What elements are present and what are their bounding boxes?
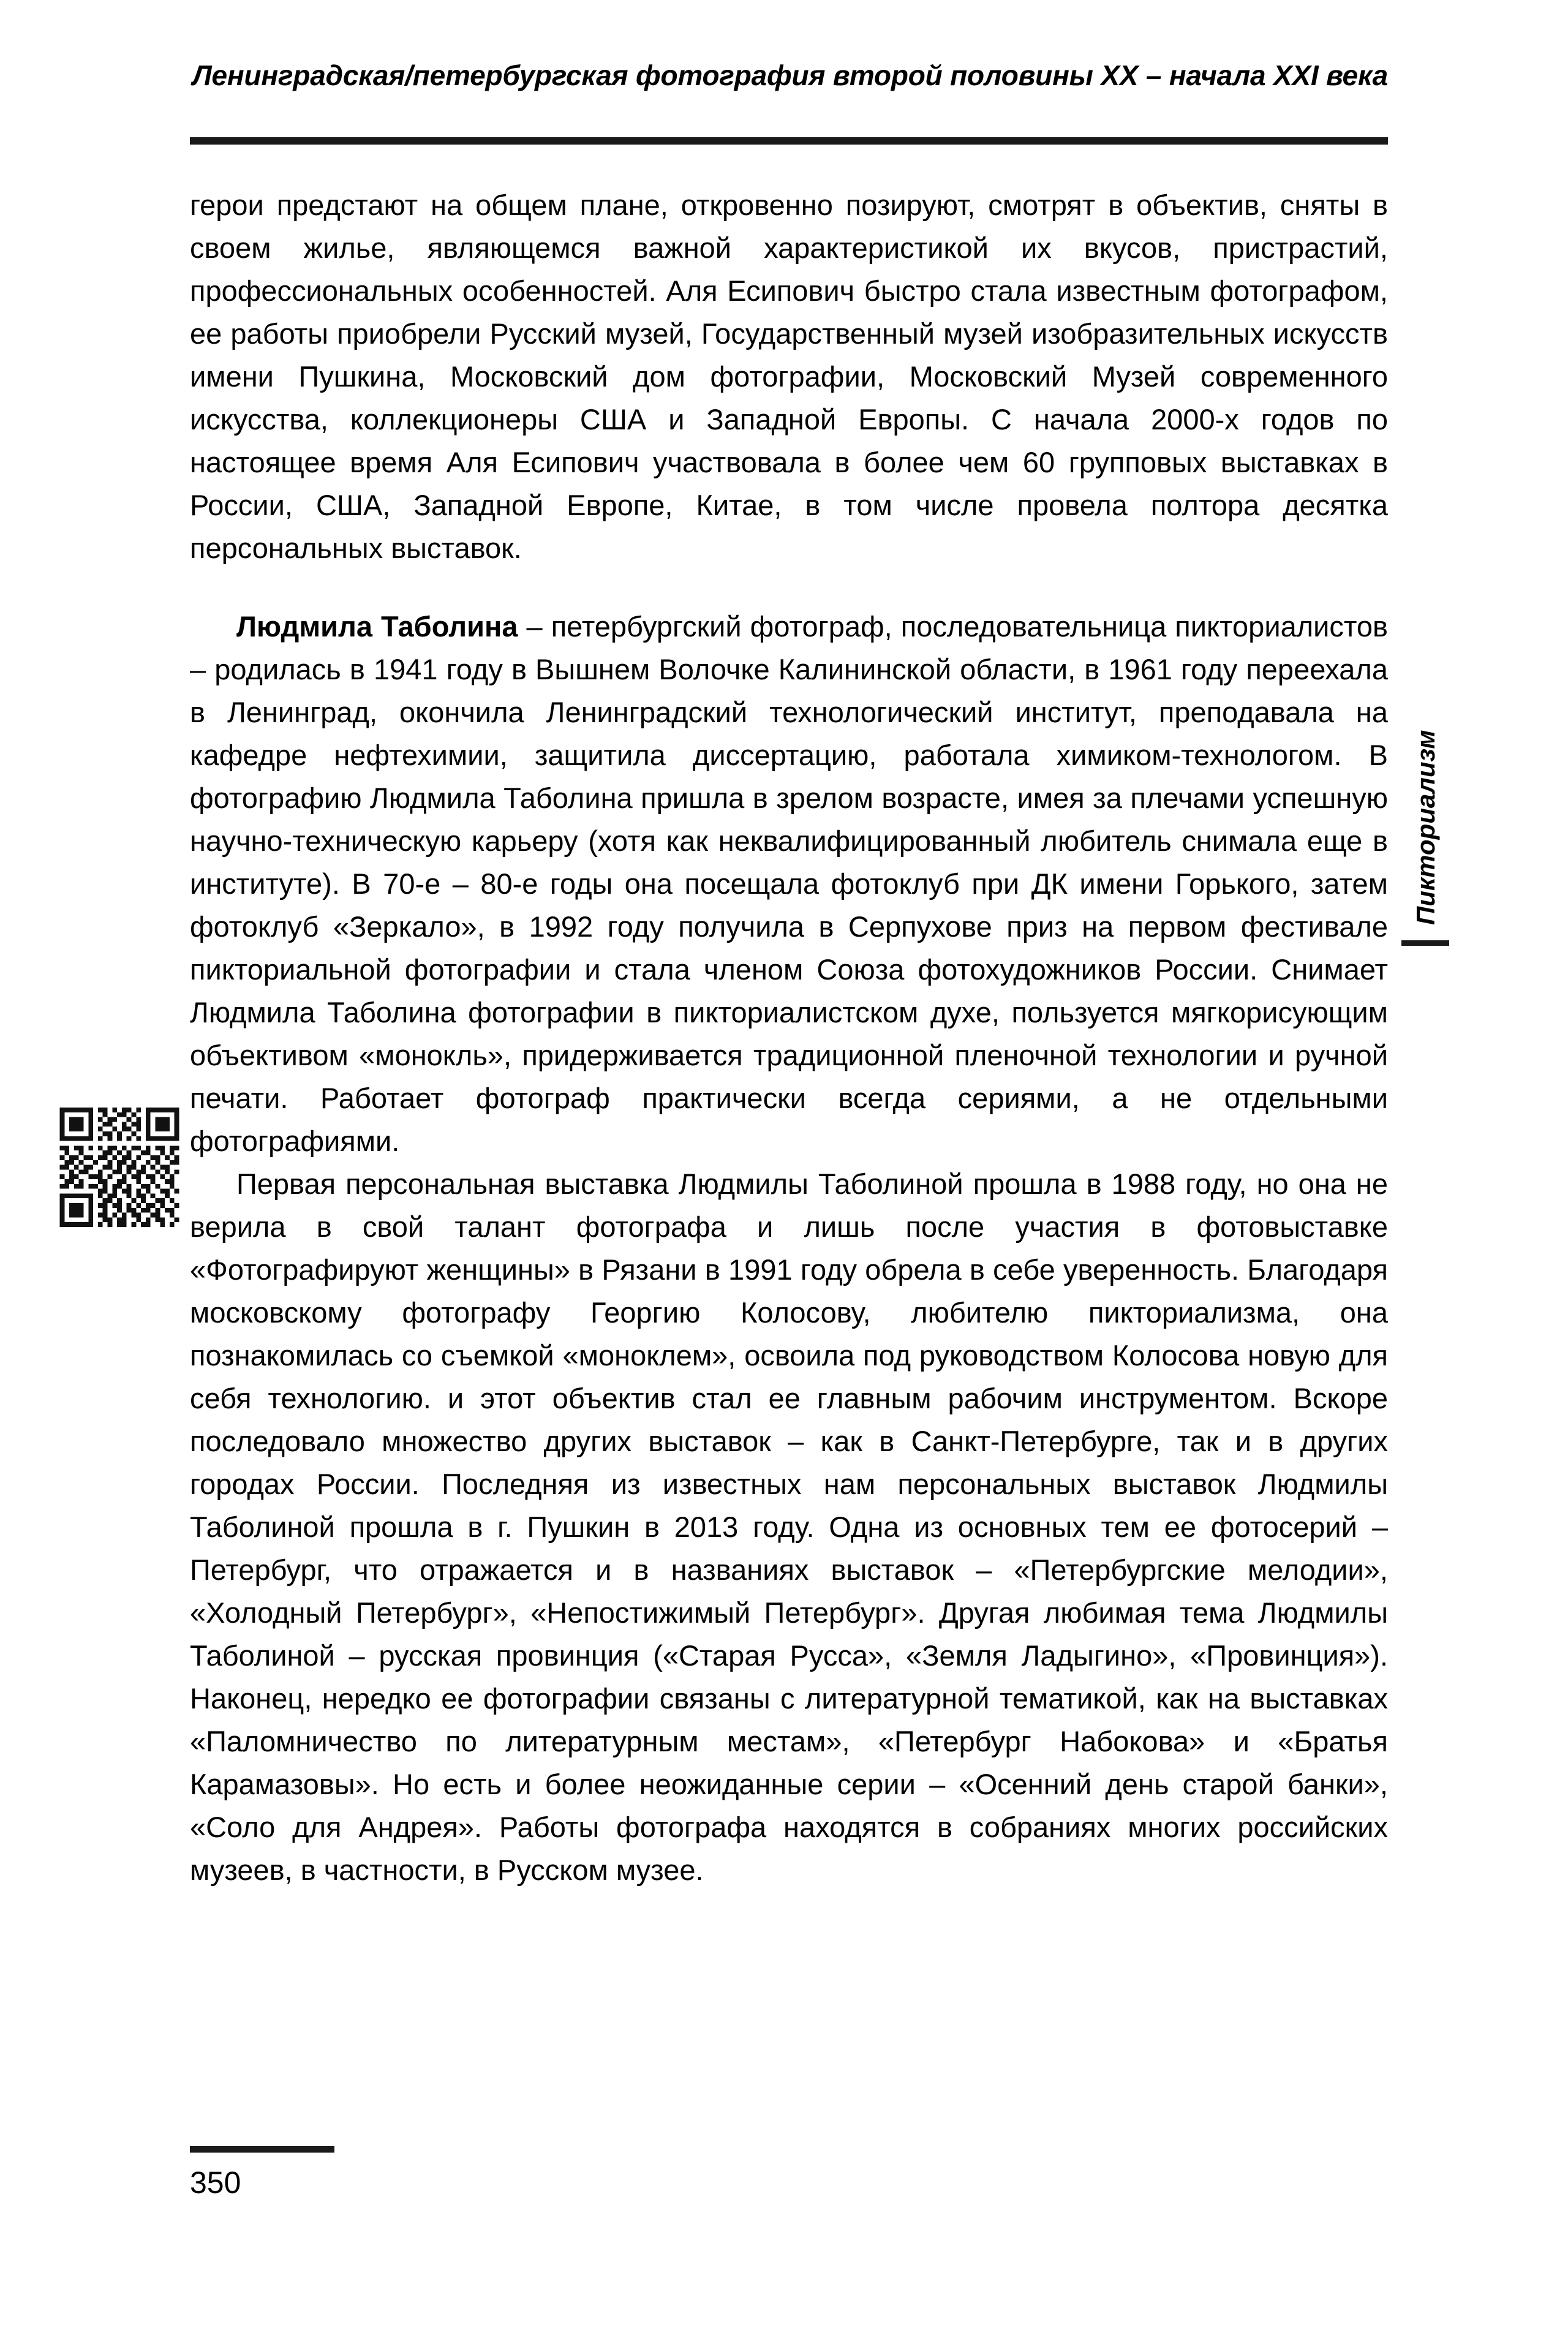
body-text-column: [190, 184, 1388, 1892]
qr-code-icon[interactable]: [59, 1108, 179, 1227]
footer-divider-rule: [190, 2146, 334, 2153]
paragraph-tabolina-bio: [190, 605, 1388, 1163]
header-divider-rule: [190, 137, 1388, 145]
paragraph-tabolina-exhibitions: [190, 1163, 1388, 1892]
photographer-name-lead: Людмила Таболина: [236, 610, 518, 643]
paragraph-text: герои предстают на общем плане, откровенно позируют, смотрят в объектив, сняты в своем жилье, являющемся важной характеристикой их вкусов, пристрастий, профессиональных особенностей. Аля Есипович быстро стала известным фотографом, ее работы приобрели Русский музей, Государственный музей изобразительных искусств имени Пушкина, Московский дом фотографии, Московский Музей современного искусства, коллекционеры США и Западной Европы. С начала 2000-х годов по настоящее время Аля Есипович участвовала в более чем 60 групповых выставках в России, США, Западной Европе, Китае, в том числе провела полтора десятка персональных выставок.: [190, 189, 1388, 564]
margin-label-rule: [1401, 940, 1449, 946]
paragraph-text: Первая персональная выставка Людмилы Таболиной прошла в 1988 году, но она не верила в свой талант фотографа и лишь после участия в фотовыставке «Фотографируют женщины» в Рязани в 1991 году обрела в себе уверенность. Благодаря московскому фотографу Георгию Колосову, любителю пикториализма, она познакомилась со съемкой «моноклем», освоила под руководством Колосова новую для себя технологию. и этот объектив стал ее главным рабочим инструментом. Вскоре последовало множество других выставок – как в Санкт-Петербурге, так и в других городах России. Последняя из известных нам персональных выставок Людмилы Таболиной прошла в г. Пушкин в 2013 году. Одна из основных тем ее фотосерий – Петербург, что отражается и в названиях выставок – «Петербургские мелодии», «Холодный Петербург», «Непостижимый Петербург». Другая любимая тема Людмилы Таболиной – русская провинция («Старая Русса», «Земля Ладыгино», «Провинция»). Наконец, нередко ее фотографии связаны с литературной тематикой, как на выставках «Паломничество по литературным местам», «Петербург Набокова» и «Братья Карамазовы». Но есть и более неожиданные серии – «Осенний день старой банки», «Соло для Андрея». Работы фотографа находятся в собраниях многих российских музеев, в частности, в Русском музее.: [190, 1168, 1388, 1886]
paragraph-text: – петербургский фотограф, последовательница пикториалистов – родилась в 1941 году в Вышнем Волочке Калининской области, в 1961 году переехала в Ленинград, окончила Ленинградский технологический институт, преподавала на кафедре нефтехимии, защитила диссертацию, работала химиком-технологом. В фотографию Людмила Таболина пришла в зрелом возрасте, имея за плечами успешную научно-техническую карьеру (хотя как неквалифицированный любитель снимала еще в институте). В 70-е – 80-е годы она посещала фотоклуб при ДК имени Горького, затем фотоклуб «Зеркало», в 1992 году получила в Серпухове приз на первом фестивале пикториальной фотографии и стала членом Союза фотохудожников России. Снимает Людмила Таболина фотографии в пикториалистском духе, пользуется мягкорисующим объективом «монокль», придерживается традиционной пленочной технологии и ручной печати. Работает фотограф практически всегда сериями, а не отдельными фотографиями.: [190, 610, 1388, 1157]
running-header-title: Ленинградская/петербургская фотография второй половины XX – начала XXI века: [192, 59, 1388, 91]
page-number: 350: [190, 2165, 241, 2200]
paragraph-esipovich: [190, 184, 1388, 570]
margin-section-label: Пикториализм: [1411, 730, 1440, 925]
